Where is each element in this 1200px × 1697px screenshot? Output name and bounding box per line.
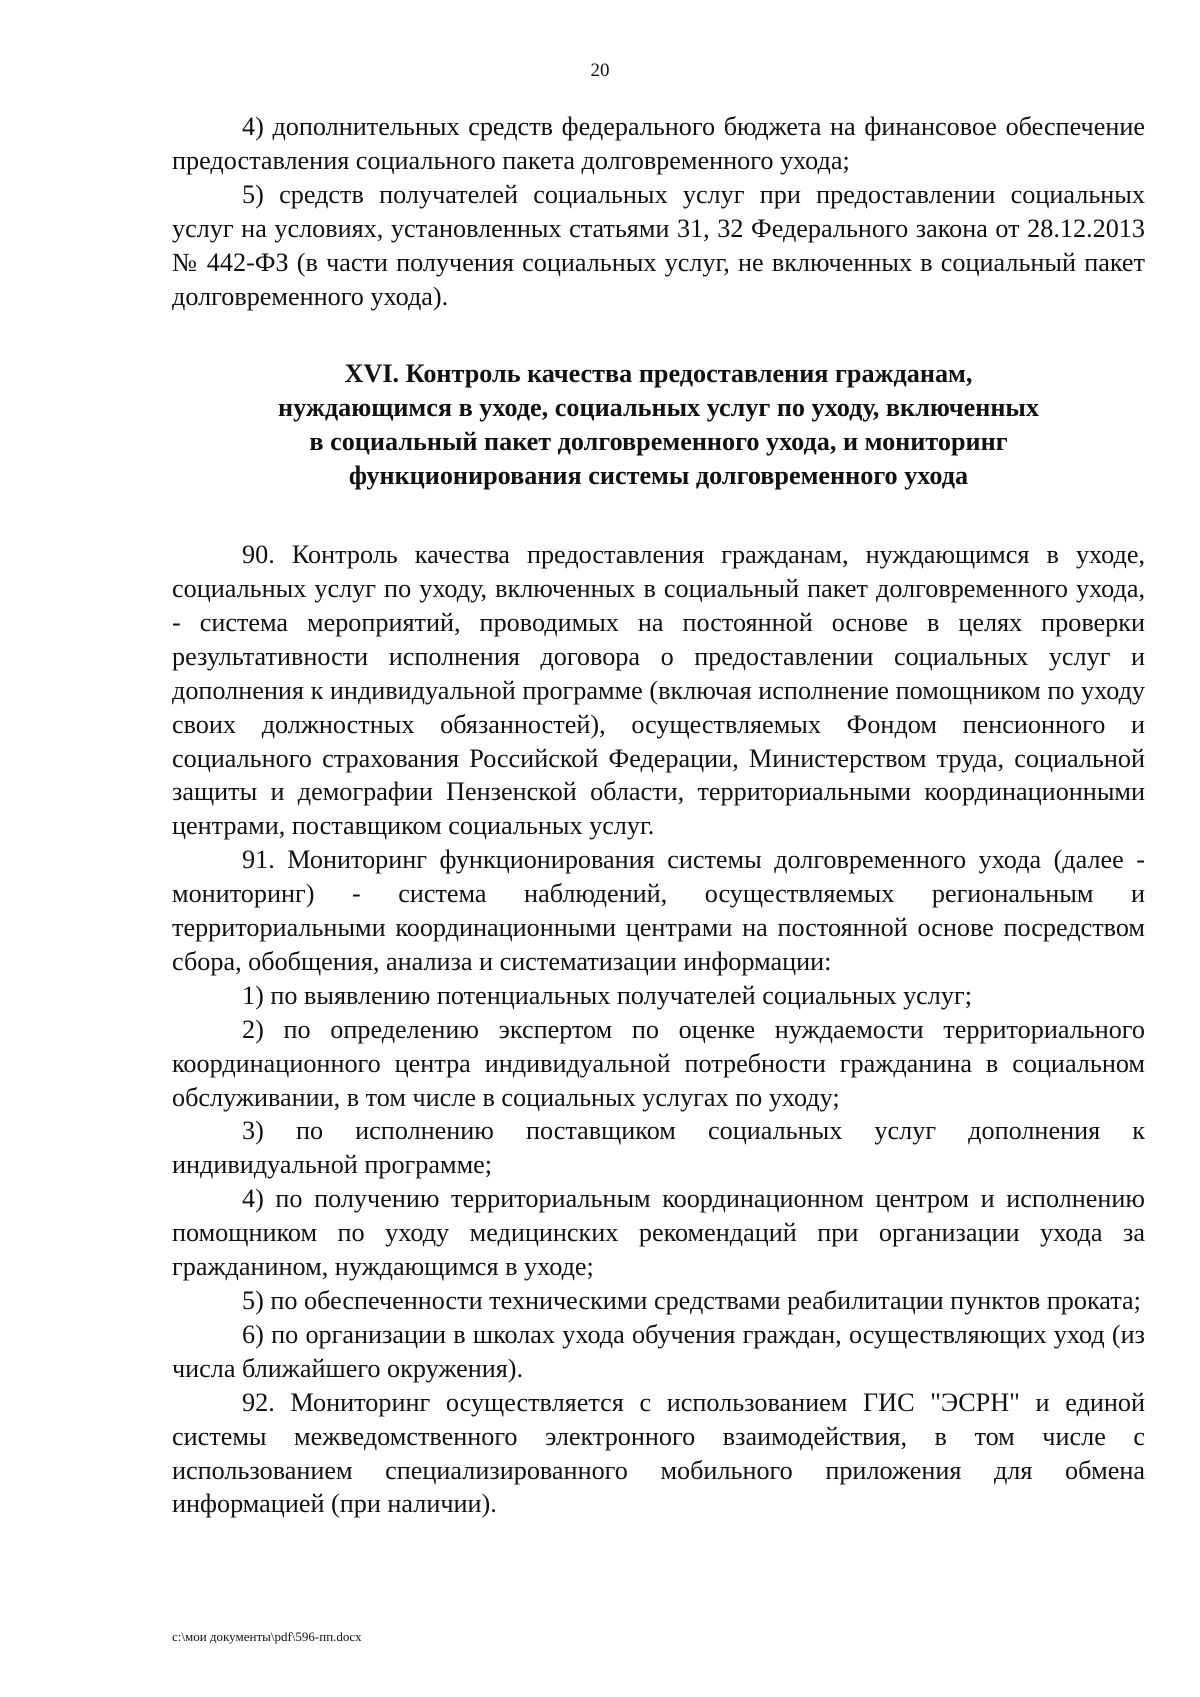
paragraph-91-item-1: 1) по выявлению потенциальных получателей социальных услуг; (242, 980, 972, 1010)
paragraph-item-4-federal-budget: 4) дополнительных средств федерального бюджета на финансовое обеспечение предоставления социального пакета долговременного ухода; (172, 112, 1145, 175)
section-heading-line: в социальный пакет долговременного ухода, и мониторинг (309, 427, 1008, 457)
page-number: 20 (590, 60, 610, 81)
document-body (172, 110, 1145, 1521)
paragraph-91-item-3: 3) по исполнению поставщиком социальных услуг дополнения к индивидуальной программе; (172, 1116, 1145, 1180)
paragraph-item-5-recipients-funds: 5) средств получателей социальных услуг при предоставлении социальных услуг на условиях, установленных статьями 31, 32 Федерального закона от 28.12.2013 № 442-ФЗ (в части получения социальных услуг, не включенных в социальный пакет долговременного ухода). (172, 179, 1145, 311)
paragraph-91-item-6: 6) по организации в школах ухода обучения граждан, осуществляющих уход (из числа ближайшего окружения). (172, 1319, 1145, 1383)
paragraph-91-item-2: 2) по определению экспертом по оценке нуждаемости территориального координационного центра индивидуальной потребности гражданина в социальном обслуживании, в том числе в социальных услугах по уходу; (172, 1014, 1145, 1112)
section-heading-line: функционирования системы долговременного ухода (348, 461, 969, 491)
section-heading-line: XVI. Контроль качества предоставления гражданам, (344, 359, 973, 389)
footer-file-path: c:\мои документы\pdf\596-пп.docx (172, 1629, 362, 1644)
paragraph-91-item-5: 5) по обеспеченности техническими средствами реабилитации пунктов проката; (242, 1286, 1141, 1315)
section-heading (172, 357, 1145, 493)
paragraph-92-monitoring-systems: 92. Мониторинг осуществляется с использованием ГИС "ЭСРН" и единой системы межведомственного электронного взаимодействия, в том числе с использованием специализированного мобильного приложения для обмена информацией (при наличии). (172, 1387, 1145, 1519)
paragraph-91-item-4: 4) по получению территориальным координационном центром и исполнению помощником по уходу медицинских рекомендаций при организации ухода за гражданином, нуждающимся в уходе; (172, 1184, 1145, 1282)
paragraph-90-quality-control: 90. Контроль качества предоставления гражданам, нуждающимся в уходе, социальных услуг по уходу, включенных в социальный пакет долговременного ухода, - система мероприятий, проводимых на постоянной основе в целях проверки результативности исполнения договора о предоставлении социальных услуг и дополнения к индивидуальной программе (включая исполнение помощником по уходу своих должностных обязанностей), осуществляемых Фондом пенсионного и социального страхования Российской Федерации, Министерством труда, социальной защиты и демографии Пензенской области, территориальными координационными центрами, поставщиком социальных услуг. (172, 540, 1145, 841)
paragraph-91-monitoring: 91. Мониторинг функционирования системы долговременного ухода (далее - мониторинг) - система наблюдений, осуществляемых региональным и территориальными координационными центрами на постоянной основе посредством сбора, обобщения, анализа и систематизации информации: (172, 845, 1145, 976)
section-heading-line: нуждающимся в уходе, социальных услуг по уходу, включенных (278, 393, 1039, 423)
